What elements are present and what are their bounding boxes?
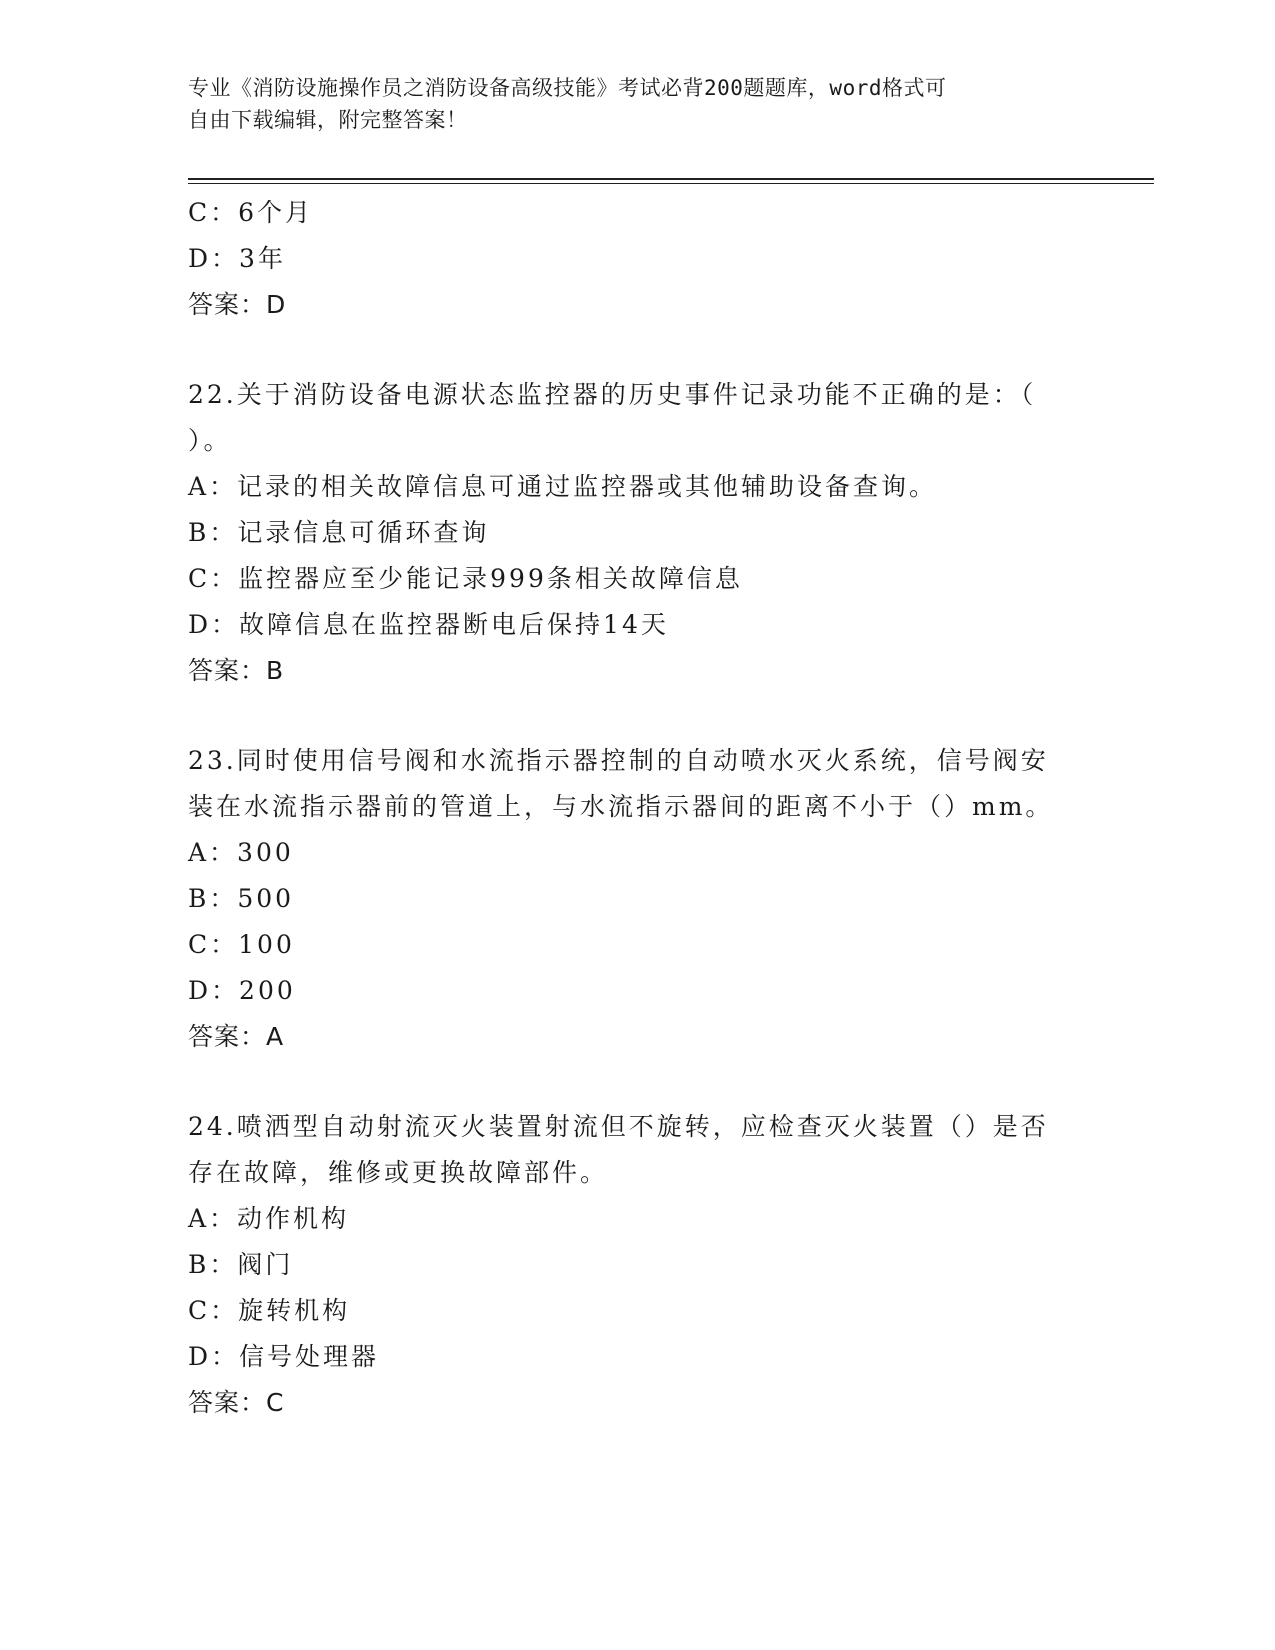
answer-line: 答案：C [188,1388,285,1417]
option-b: B：阀门 [188,1250,294,1279]
question-stem-line: 存在故障，维修或更换故障部件。 [188,1158,609,1187]
option-d: D：200 [188,976,296,1005]
option-b: B：500 [188,884,295,913]
option-line: C：6个月 [188,198,314,227]
option-d: D：故障信息在监控器断电后保持14天 [188,610,669,639]
header-divider [188,178,1154,180]
document-body [188,190,1088,1426]
question-stem-line: ）。 [188,426,232,455]
header-line-2: 自由下载编辑，附完整答案！ [188,108,468,132]
spacer [188,694,1088,738]
answer-line: 答案：A [188,1022,285,1051]
question-stem-line: 22.关于消防设备电源状态监控器的历史事件记录功能不正确的是：（ [188,380,1037,409]
page-header [188,72,1088,136]
option-a: A：动作机构 [188,1204,350,1233]
spacer [188,1060,1088,1104]
option-a: A：300 [188,838,294,867]
question-stem-line: 24.喷洒型自动射流灭火装置射流但不旋转，应检查灭火装置（）是否 [188,1112,1049,1141]
option-d: D：信号处理器 [188,1342,380,1371]
header-line-1: 专业《消防设施操作员之消防设备高级技能》考试必背200题题库，word格式可 [188,76,947,100]
question-stem-line: 23.同时使用信号阀和水流指示器控制的自动喷水灭火系统，信号阀安 [188,746,1049,775]
previous-question-tail [188,190,1088,328]
answer-line: 答案：B [188,656,285,685]
option-c: C：旋转机构 [188,1296,351,1325]
option-a: A：记录的相关故障信息可通过监控器或其他辅助设备查询。 [188,472,938,501]
question-23 [188,738,1088,1060]
option-line: D：3年 [188,244,286,273]
option-c: C：监控器应至少能记录999条相关故障信息 [188,564,743,593]
option-b: B：记录信息可循环查询 [188,518,490,547]
question-stem-line: 装在水流指示器前的管道上，与水流指示器间的距离不小于（）mm。 [188,792,1054,821]
option-c: C：100 [188,930,295,959]
question-24 [188,1104,1088,1426]
spacer [188,328,1088,372]
answer-line: 答案：D [188,290,287,319]
question-22 [188,372,1088,694]
